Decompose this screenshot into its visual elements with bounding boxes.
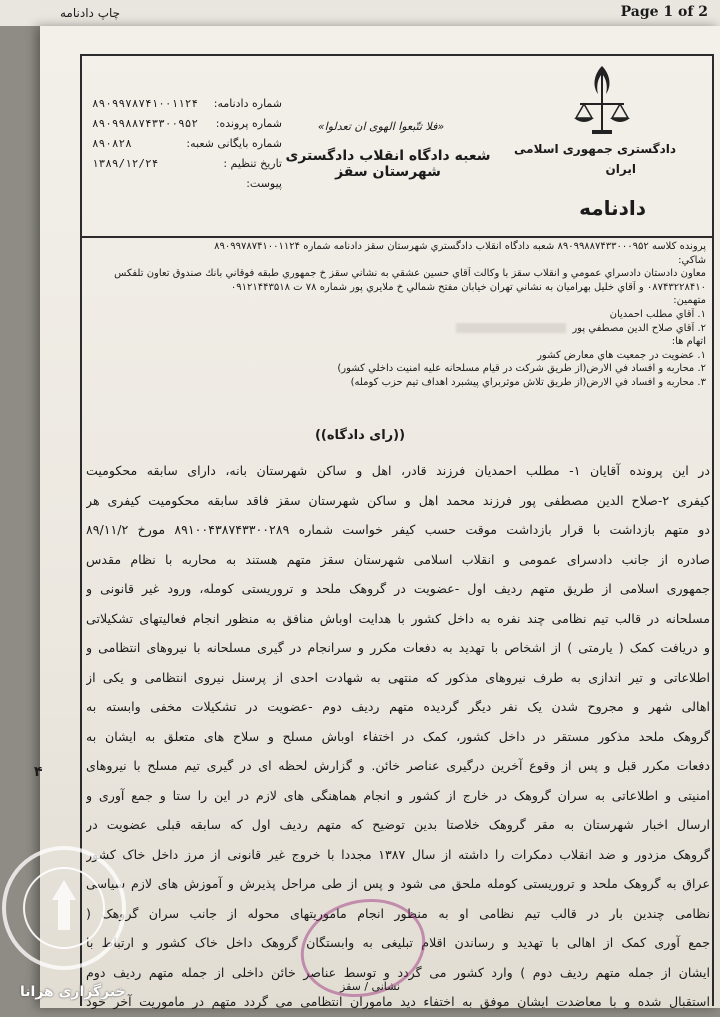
case-line: معاون دادستان دادسراي عمومي و انقلاب سقز با وکالت آقاي حسين عشقي به نشاني سقز خ جمهوري طبقه فوقاني بانك صندوق تعاون تلفكس — [114, 268, 706, 280]
case-line: ۳. محاربه و افساد في الارض(از طريق تلاش موثربراي پيشبرد اهداف تيم حزب کومله) — [350, 376, 706, 388]
body-line: گروهک ملحد مذکور مستقر در داخل کشور، کمک در اختفاء اوباش مسلح و سلاح های متعلق به ایشان به — [86, 728, 710, 744]
body-line: جمع آوری کمک از اهالی با تهدید و رساندن اقلام تبلیغی به وابستگان گروهک داخل خاک کشور و ارتباط با — [86, 935, 710, 950]
meta-label: شماره پرونده: — [215, 117, 282, 130]
case-line: ۱. آقاي مطلب احمديان — [609, 308, 706, 320]
case-line: شاکي: — [678, 254, 706, 266]
case-line: ۲. محاربه و افساد في الارض(از طريق شرکت در قيام مسلحانه عليه امنيت داخلي کشور) — [337, 363, 706, 375]
body-line: جمهوری اسلامی از طریق متهم ردیف اول -عضویت در گروهک ملحد و تروریستی کومله، ورود غیر قانونی و — [86, 581, 710, 596]
court-name: شعبه دادگاه انقلاب دادگستری شهرستان سقز — [285, 148, 491, 180]
body-line: مسلحانه در قالب تیم نظامی چند نفره به داخل کشور با هدایت اوباش منافق به منظور انجام فعالیتهای تشکیلاتی — [86, 610, 710, 626]
meta-row — [92, 94, 282, 114]
body-line: و دریافت کمک ( یارمتی ) از اشخاص با تهدید به دفعات مکرر و سرانجام در گیری مسلحانه با نیروهای انتظامی و — [86, 640, 710, 655]
case-line — [86, 322, 706, 336]
hrana-watermark-logo — [2, 846, 126, 970]
org-country: ایران — [605, 162, 636, 176]
case-line: پرونده کلاسه ۸۹۰۹۹۸۸۷۴۳۳۰۰۰۹۵۲ شعبه دادگاه انقلاب دادگستري شهرستان سقز دادنامه شماره ۸۹۰۹۹۷۸۷۴۱۰۰۱۱۲۴ — [214, 241, 706, 252]
meta-label: تاریخ تنظیم : — [223, 157, 282, 170]
org-name: دادگستری جمهوری اسلامی — [514, 142, 676, 156]
body-line: نظامی چندین بار در قالب تیم نظامی او به منظور انجام ماموریتهای محوله از جانب سران گروهک ( — [86, 905, 710, 921]
watermark-caption: خبرگزاری هرانا — [20, 984, 126, 1000]
page-number-label: Page 1 of 2 — [620, 4, 708, 20]
meta-row — [92, 154, 282, 174]
meta-value: ۸۹۰۹۹۸۸۷۴۳۳۰۰۹۵۲ — [92, 117, 198, 130]
body-line: ایشان از جمله متهم ردیف دوم ) وارد کشور می گردد و توسط عناصر خائن داخلی از جمله متهم ردیف دوم — [86, 964, 710, 980]
body-line: ارسال اخبار شهرستان به مقر گروهک خلاصتا بدین توضیح که متهم ردیف اول که سابقه قبلی عضویت در — [86, 817, 710, 832]
iran-emblem-icon — [572, 60, 632, 140]
verse-heading: «فلا تتّبعوا الهوی ان تعدلوا» — [317, 120, 445, 133]
meta-label: پیوست: — [246, 177, 282, 190]
body-line: کیفری ۲-صلاح الدین مصطفی پور فرزند محمد اهل و ساکن شهرستان سقز فاقد سابقه محکومیت کیفری هر — [86, 492, 710, 508]
print-label: چاپ دادنامه — [60, 6, 121, 20]
case-line: متهمين: — [673, 295, 706, 307]
header-divider — [80, 236, 712, 238]
body-line: عراق به گروهک ملحد و تروریستی کومله ملحق می شود و پس از طی مراحل پذیرش و آموزش های لازم سیاسی — [86, 876, 710, 891]
meta-label: شماره دادنامه: — [213, 97, 282, 110]
case-line: ۱. عضويت در جمعيت هاي معارض کشور — [537, 349, 706, 361]
meta-row — [92, 114, 282, 134]
verdict-heading: ((رای دادگاه)) — [314, 428, 406, 443]
footer-signature: نشانی / سقز — [340, 980, 401, 993]
body-line: در این پرونده آقایان ۱- مطلب احمدیان فرزند قادر، اهل و ساکن شهرستان بانه، دارای سابقه محکومیت — [86, 463, 710, 478]
meta-value: ۸۹۰۸۲۸ — [92, 137, 132, 150]
body-line: امنیتی و اطلاعاتی به سران گروهک در خارج از کشور و انجام هماهنگی های لازم در این را ستا و جمع آوری و — [86, 787, 710, 803]
case-meta — [92, 94, 282, 194]
margin-mark: ۴ — [34, 764, 43, 780]
case-line: ۰۸۷۴۳۲۲۸۴۱۰ و آقاي خليل بهراميان به نشاني تهران خيابان مفتح شمالي خ ملايري پور شماره ۷۸ ت ۰۹۱۲۱۴۴۳۵۱۸ — [230, 281, 706, 293]
body-line: دو متهم بازداشت با قرار بازداشت موقت حسب کیفر خواست شماره ۸۹۱۰۰۴۳۸۷۴۳۳۰۰۲۸۹ مورخ ۸۹/۱۱/۲ — [86, 522, 710, 537]
body-line: اطلاعاتی و تیر اندازی به طرف نیروهای مذکور که منتهی به شهادت احدی از پرسنل نیروی انتظامی و یکی از — [86, 669, 710, 685]
body-line: استقبال شده و با معاضدت ایشان موفق به اختفاء دید ماموران انتظامی می گردد متهم در ماموریت آخر خود — [86, 994, 710, 1009]
case-line: اتهام ها: — [671, 336, 706, 348]
body-line: گروهک مزدور و ضد انقلاب دمکرات را داشته از سال ۱۳۸۷ مجددا با خروج غیر قانونی از مرز داخل خاک کشور — [86, 846, 710, 862]
body-line: دفعات مکرر قبل و پس از وقوع آخرین درگیری عناصر خائن. و گزارش لحظه ای در گیری تیم مسلح با نیروهای — [86, 758, 710, 773]
body-line: صادره از جانب دادسرای عمومی و انقلاب اسلامی شهرستان سقز متهم هستند به محاربه با نظام مقدس — [86, 551, 710, 567]
accused-name: ۲. آقاي صلاح الدين مصطفي پور — [572, 322, 706, 334]
meta-value: ۸۹۰۹۹۷۸۷۴۱۰۰۱۱۲۴ — [92, 97, 198, 110]
redaction-mark — [456, 323, 566, 333]
meta-row — [92, 174, 282, 194]
body-line: اهالی شهر و مجروح شدن یک نفر دیگر گردیده متهم ردیف دوم -عضویت در تشکیلات مخفی وابسته به — [86, 699, 710, 714]
document-title: دادنامه — [579, 196, 646, 220]
case-parties-block — [86, 240, 706, 390]
meta-label: شماره بایگانی شعبه: — [186, 137, 282, 150]
meta-row — [92, 134, 282, 154]
meta-value: ۱۳۸۹/۱۲/۲۴ — [92, 157, 159, 170]
